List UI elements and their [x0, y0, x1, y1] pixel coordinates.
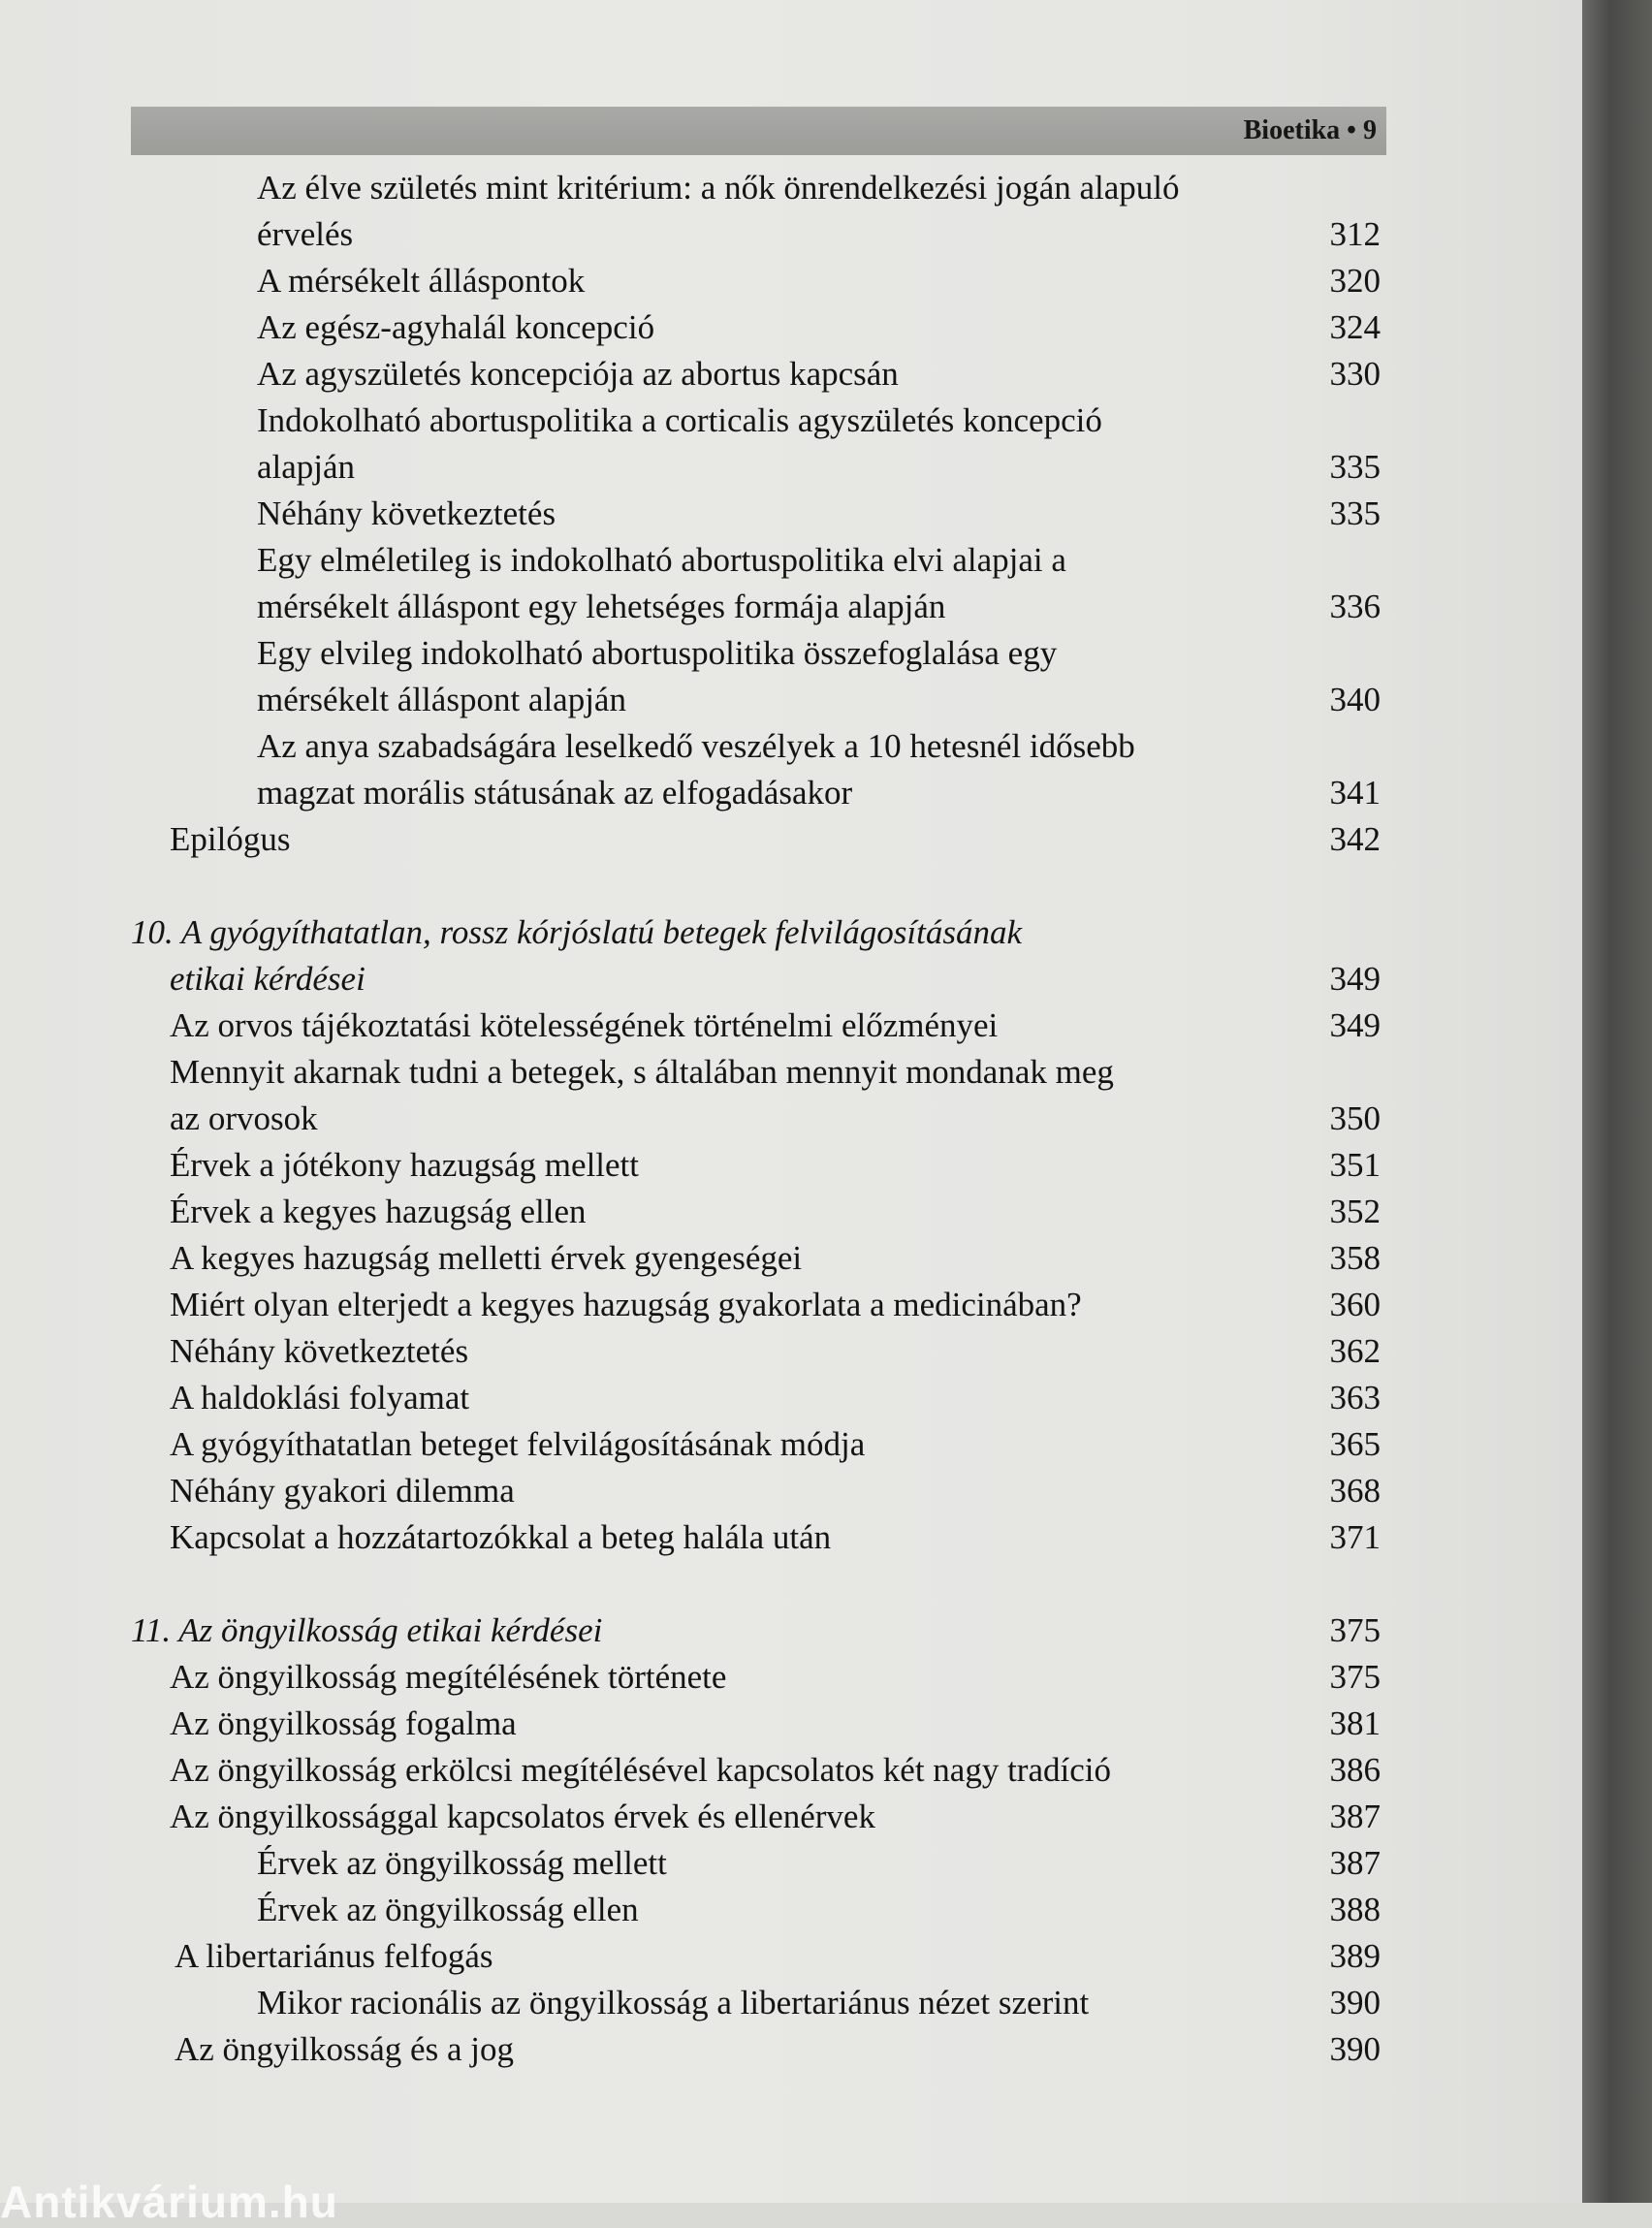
toc-entry-title: Az egész-agyhalál koncepció: [257, 308, 655, 346]
toc-entry-page-number: 388: [1329, 1891, 1381, 1928]
toc-entry-page-number: 381: [1329, 1704, 1381, 1742]
running-header-title: Bioetika • 9: [1243, 115, 1377, 145]
toc-entry-title: Az élve születés mint kritérium: a nők önrendelkezési jogán alapuló: [257, 169, 1180, 207]
toc-entry-page-number: 349: [1329, 1006, 1381, 1044]
toc-entry-page-number: 360: [1329, 1286, 1381, 1323]
toc-entry-title: mérsékelt álláspont alapján: [257, 681, 626, 718]
toc-entry-page-number: 350: [1329, 1099, 1381, 1137]
toc-entry-title: Az öngyilkossággal kapcsolatos érvek és ellenérvek: [170, 1798, 875, 1835]
toc-entry-page-number: 342: [1329, 820, 1381, 858]
toc-entry-page-number: 365: [1329, 1425, 1381, 1463]
toc-entry-title: Néhány gyakori dilemma: [170, 1472, 515, 1510]
toc-entry-title: 10. A gyógyíthatatlan, rossz kórjóslatú betegek felvilágosításának: [131, 913, 1022, 951]
book-binding: [1582, 0, 1652, 2203]
toc-entry-page-number: 390: [1329, 2030, 1381, 2068]
toc-entry-title: Kapcsolat a hozzátartozókkal a beteg halála után: [170, 1518, 832, 1556]
watermark: Antikvárium.hu: [0, 2177, 338, 2227]
toc-entry-title: Érvek az öngyilkosság ellen: [257, 1891, 639, 1928]
toc-entry-page-number: 351: [1329, 1146, 1381, 1184]
toc-entry-page-number: 387: [1329, 1844, 1381, 1882]
toc-entry-title: A libertariánus felfogás: [175, 1937, 493, 1975]
toc-entry-title: mérsékelt álláspont egy lehetséges formája alapján: [257, 588, 946, 625]
toc-entry-title: Az öngyilkosság erkölcsi megítélésével kapcsolatos két nagy tradíció: [170, 1751, 1111, 1789]
toc-entry-page-number: 389: [1329, 1937, 1381, 1975]
toc-entry-title: Epilógus: [170, 820, 291, 858]
toc-entry-title: Egy elméletileg is indokolható abortuspolitika elvi alapjai a: [257, 541, 1066, 579]
toc-entry-page-number: 336: [1329, 588, 1381, 625]
toc-entry-page-number: 363: [1329, 1379, 1381, 1416]
toc-entry-title: Miért olyan elterjedt a kegyes hazugság gyakorlata a medicinában?: [170, 1286, 1082, 1323]
toc-entry-title: Az orvos tájékoztatási kötelességének történelmi előzményei: [170, 1006, 999, 1044]
toc-entry-page-number: 335: [1329, 448, 1381, 486]
toc-entry-page-number: 362: [1329, 1332, 1381, 1370]
toc-entry-page-number: 390: [1329, 1984, 1381, 2021]
toc-entry-title: Indokolható abortuspolitika a corticalis agyszületés koncepció: [257, 401, 1102, 439]
toc-entry-page-number: 312: [1329, 215, 1381, 253]
toc-entry-title: A mérsékelt álláspontok: [257, 262, 586, 300]
toc-entry-title: Érvek a jótékony hazugság mellett: [170, 1146, 640, 1184]
toc-entry-title: érvelés: [257, 215, 354, 253]
toc-entry-page-number: 387: [1329, 1798, 1381, 1835]
toc-entry-page-number: 330: [1329, 355, 1381, 393]
toc-entry-page-number: 375: [1329, 1611, 1381, 1649]
toc-entry-title: Érvek a kegyes hazugság ellen: [170, 1193, 587, 1230]
toc-entry-title: Mennyit akarnak tudni a betegek, s általában mennyit mondanak meg: [170, 1053, 1114, 1091]
toc-entry-page-number: 341: [1329, 774, 1381, 812]
toc-entry-title: Az öngyilkosság és a jog: [175, 2030, 514, 2068]
toc-entry-page-number: 358: [1329, 1239, 1381, 1277]
toc-entry-page-number: 368: [1329, 1472, 1381, 1510]
toc-entry-title: etikai kérdései: [170, 960, 365, 998]
toc-entry-title: Az öngyilkosság megítélésének története: [170, 1658, 727, 1696]
toc-entry-title: magzat morális státusának az elfogadásakor: [257, 774, 853, 812]
toc-entry-title: Érvek az öngyilkosság mellett: [257, 1844, 667, 1882]
toc-entry-page-number: 324: [1329, 308, 1381, 346]
toc-entry-title: Az öngyilkosság fogalma: [170, 1704, 517, 1742]
toc-entry-title: A kegyes hazugság melletti érvek gyengeségei: [170, 1239, 803, 1277]
toc-entry-title: Néhány következtetés: [257, 494, 556, 532]
toc-entry-page-number: 352: [1329, 1193, 1381, 1230]
toc-entry-page-number: 340: [1329, 681, 1381, 718]
toc-entry-page-number: 349: [1329, 960, 1381, 998]
toc-entry-title: Az agyszületés koncepciója az abortus kapcsán: [257, 355, 899, 393]
toc-entry-title: Néhány következtetés: [170, 1332, 469, 1370]
toc-entry-title: az orvosok: [170, 1099, 318, 1137]
toc-entry-title: A gyógyíthatatlan beteget felvilágosításának módja: [170, 1425, 866, 1463]
toc-entry-page-number: 375: [1329, 1658, 1381, 1696]
toc-entry-title: Egy elvileg indokolható abortuspolitika összefoglalása egy: [257, 634, 1058, 672]
toc-entry-title: Az anya szabadságára leselkedő veszélyek a 10 hetesnél idősebb: [257, 727, 1135, 765]
toc-entry-page-number: 371: [1329, 1518, 1381, 1556]
toc-entry-page-number: 335: [1329, 494, 1381, 532]
toc-entry-title: 11. Az öngyilkosság etikai kérdései: [131, 1611, 603, 1649]
toc-entry-title: Mikor racionális az öngyilkosság a libertariánus nézet szerint: [257, 1984, 1090, 2021]
toc-entry-title: alapján: [257, 448, 356, 486]
toc-entry-page-number: 320: [1329, 262, 1381, 300]
toc-entry-title: A haldoklási folyamat: [170, 1379, 470, 1416]
toc-entry-page-number: 386: [1329, 1751, 1381, 1789]
running-header: [131, 107, 1386, 155]
